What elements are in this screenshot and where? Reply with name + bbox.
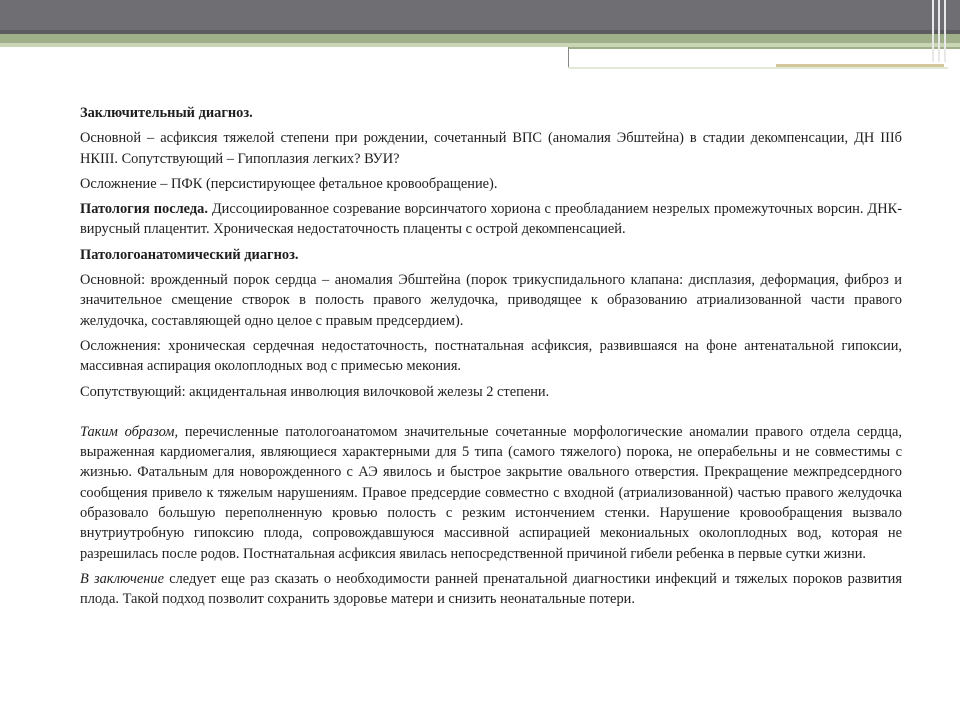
final-remark-paragraph — [80, 569, 902, 610]
header-stripe-thin — [568, 47, 960, 49]
header-step-line-2 — [568, 67, 948, 69]
conclusion-lead: Таким образом, — [80, 423, 179, 440]
complications-paragraph: Осложнения: хроническая сердечная недостаточность, постнатальная асфиксия, развившаяся на фоне антенатальной гипоксии, массивная аспирация околоплодных вод с примесью мекония. — [80, 337, 902, 375]
header-step-line — [568, 47, 569, 68]
concomitant-paragraph: Сопутствующий: акцидентальная инволюция вилочковой железы 2 степени. — [80, 383, 550, 400]
placenta-pathology-lead: Патология последа. — [80, 201, 208, 218]
final-remark-text: следует еще раз сказать о необходимости ранней пренатальной диагностики инфекций и тяжелых пороков развития плода. Такой подход позволит сохранить здоровье матери и снизить неонатальные потери. — [80, 570, 902, 608]
header-accent-line — [776, 64, 944, 67]
header-stripe-green — [0, 34, 960, 43]
slide-body — [80, 103, 902, 615]
placenta-pathology-text: Диссоциированное созревание ворсинчатого хориона с преобладанием незрелых промежуточных ворсин. ДНК-вирусный плацентит. Хроническая недостаточность плаценты с острой декомпенсацией. — [80, 201, 902, 238]
pathoanatomical-diagnosis-heading — [80, 245, 902, 265]
corner-decoration — [930, 0, 946, 62]
conclusion-paragraph — [80, 422, 902, 564]
primary-disease-paragraph: Основной: врожденный порок сердца – аномалия Эбштейна (порок трикуспидального клапана: дисплазия, деформация, фиброз и значительное смещение створок в полость правого желудочка, приводящее к образованию атриализованной части правого желудочка, составляющей одно целое с правым предсердием). — [80, 272, 902, 329]
final-remark-lead: В заключение — [80, 570, 165, 587]
placenta-pathology-paragraph — [80, 199, 902, 240]
complication-paragraph: Осложнение – ПФК (персистирующее фетальное кровообращение). — [80, 175, 498, 192]
conclusion-text: перечисленные патологоанатомом значительные сочетанные морфологические аномалии правого отдела сердца, выраженная кардиомегалия, являющиеся характерными для 5 типа (самого тяжелого) порока, не операбельны и не совместимы с жизнью. Фатальным для новорожденного с АЭ явилось и быстрое закрытие овального отверстия. Прекращение межпредсердного сообщения привело к тяжелым нарушениям. Правое предсердие совместно с входной (атриализованной) частью правого желудочка образовало большую переполненную кровью полость с резким истончением стенки. Нарушение кровообращения вызвало внутриутробную гипоксию плода, сопровождавшуюся массивной аспирацией мекониальных околоплодных вод, которая не разрешилась после родов. Постнатальная асфиксия явилась непосредственной причиной гибели ребенка в первые сутки жизни. — [80, 423, 902, 562]
main-diagnosis-paragraph: Основной – асфиксия тяжелой степени при рождении, сочетанный ВПС (аномалия Эбштейна) в стадии декомпенсации, ДН IIIб НКIII. Сопутствующий – Гипоплазия легких? ВУИ? — [80, 130, 902, 167]
heading-text: Заключительный диагноз. — [80, 105, 253, 121]
final-diagnosis-heading — [80, 103, 902, 123]
header-bar — [0, 0, 960, 30]
heading-text: Патологоанатомический диагноз. — [80, 246, 299, 263]
